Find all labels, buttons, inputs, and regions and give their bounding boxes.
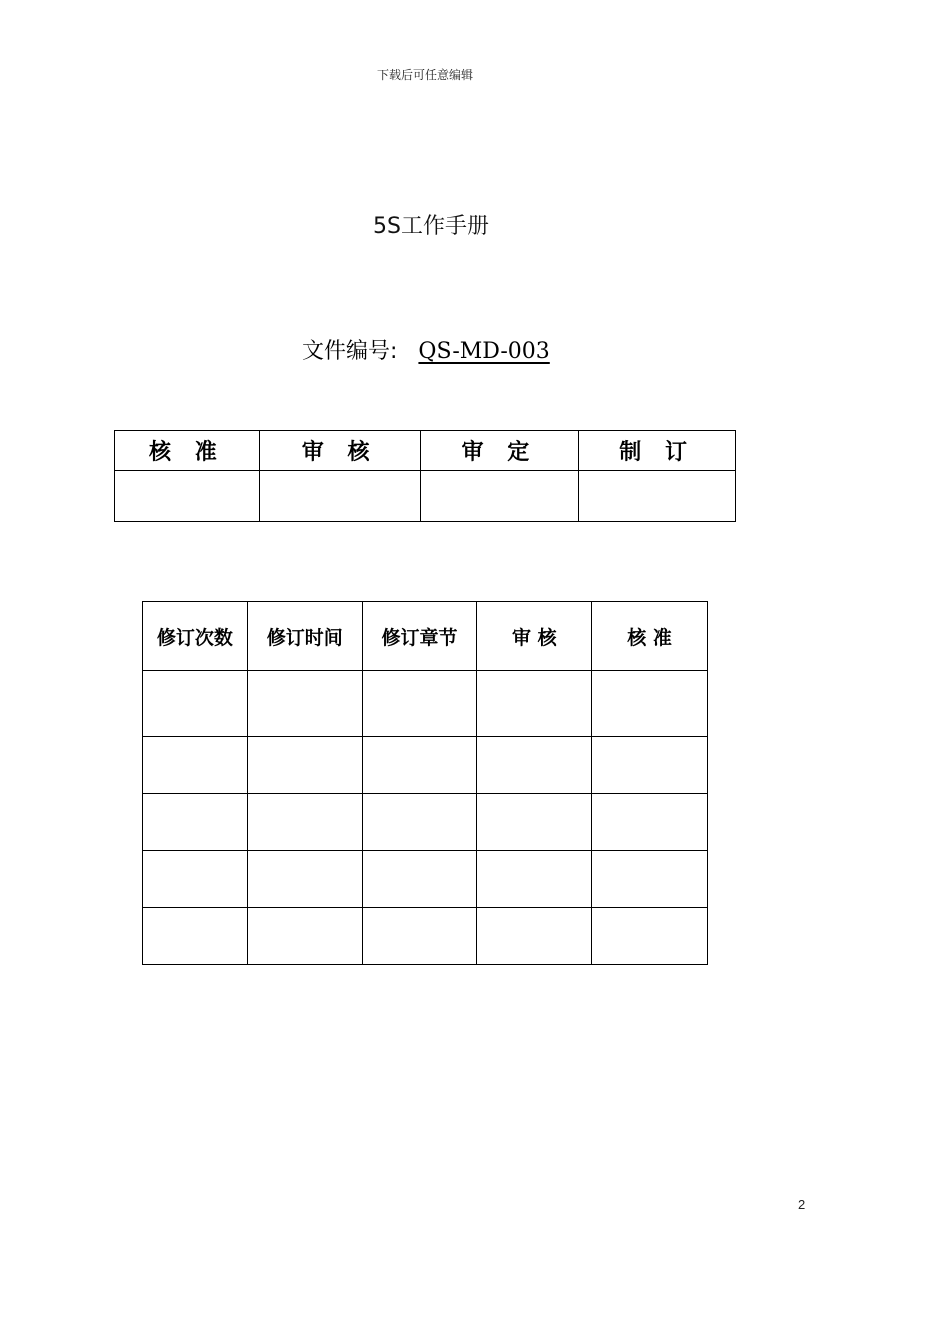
- table-cell[interactable]: [143, 794, 248, 851]
- table-cell[interactable]: [592, 737, 708, 794]
- revision-header-cell: 修订次数: [143, 602, 248, 671]
- approval-signature-cell[interactable]: [115, 471, 260, 522]
- approval-table: [114, 430, 736, 522]
- table-cell[interactable]: [247, 794, 362, 851]
- table-cell[interactable]: [477, 908, 592, 965]
- table-cell[interactable]: [247, 671, 362, 737]
- table-cell[interactable]: [592, 794, 708, 851]
- table-row: [143, 851, 708, 908]
- table-cell[interactable]: [592, 908, 708, 965]
- approval-header-cell: 审 定: [420, 431, 579, 471]
- table-cell[interactable]: [247, 737, 362, 794]
- table-cell[interactable]: [592, 851, 708, 908]
- table-cell[interactable]: [592, 671, 708, 737]
- document-number-label: 文件编号:: [302, 339, 398, 364]
- approval-signature-row: [115, 471, 736, 522]
- revision-table: [142, 601, 708, 965]
- table-cell[interactable]: [362, 908, 477, 965]
- revision-header-cell: 修订时间: [247, 602, 362, 671]
- table-cell[interactable]: [477, 737, 592, 794]
- table-cell[interactable]: [247, 851, 362, 908]
- page-number: 2: [798, 1197, 806, 1212]
- table-cell[interactable]: [143, 851, 248, 908]
- table-row: [143, 794, 708, 851]
- revision-header-row: [143, 602, 708, 671]
- table-cell[interactable]: [362, 794, 477, 851]
- revision-header-cell: 核 准: [592, 602, 708, 671]
- review-signature-cell[interactable]: [259, 471, 420, 522]
- table-cell[interactable]: [247, 908, 362, 965]
- revision-header-cell: 修订章节: [362, 602, 477, 671]
- approval-header-cell: 制 订: [579, 431, 736, 471]
- approval-header-row: [115, 431, 736, 471]
- finalize-signature-cell[interactable]: [420, 471, 579, 522]
- page-title: 5S工作手册: [373, 214, 489, 239]
- table-cell[interactable]: [143, 671, 248, 737]
- revision-header-cell: 审 核: [477, 602, 592, 671]
- document-number-code: QS-MD-003: [418, 339, 550, 364]
- table-cell[interactable]: [477, 671, 592, 737]
- table-cell[interactable]: [477, 851, 592, 908]
- table-cell[interactable]: [143, 908, 248, 965]
- table-row: [143, 908, 708, 965]
- table-row: [143, 737, 708, 794]
- approval-header-cell: 审 核: [259, 431, 420, 471]
- table-cell[interactable]: [477, 794, 592, 851]
- table-cell[interactable]: [362, 671, 477, 737]
- table-cell[interactable]: [362, 851, 477, 908]
- table-cell[interactable]: [362, 737, 477, 794]
- header-note: 下载后可任意编辑: [376, 68, 473, 82]
- author-signature-cell[interactable]: [579, 471, 736, 522]
- approval-header-cell: 核 准: [115, 431, 260, 471]
- table-row: [143, 671, 708, 737]
- document-number: [302, 334, 550, 365]
- table-cell[interactable]: [143, 737, 248, 794]
